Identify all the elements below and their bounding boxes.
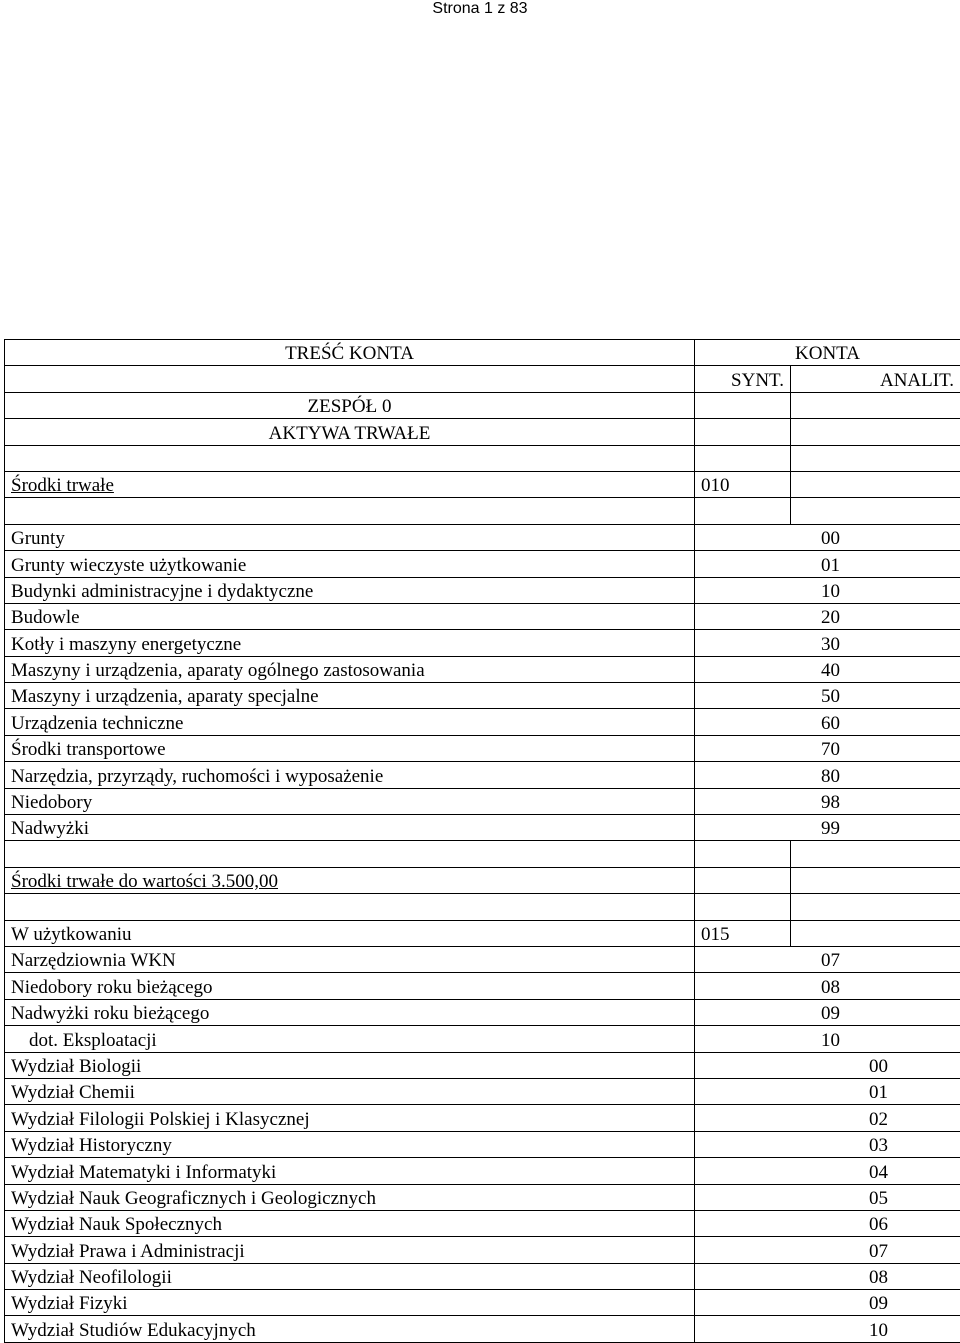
page-number: Strona 1 z 83: [0, 0, 960, 18]
account-code: 07: [869, 1241, 888, 1262]
section2-title: Środki trwałe do wartości 3.500,00: [11, 871, 278, 892]
account-code: 80: [821, 766, 840, 787]
account-name: Narzędzia, przyrządy, ruchomości i wyposażenie: [5, 762, 695, 788]
account-name: Wydział Studiów Edukacyjnych: [5, 1316, 695, 1342]
account-name: Budynki administracyjne i dydaktyczne: [5, 577, 695, 603]
spacer-row: [5, 445, 960, 471]
spacer-row: [5, 894, 960, 920]
account-code: 99: [821, 818, 840, 839]
account-name: Wydział Chemii: [5, 1078, 695, 1104]
account-name: Nadwyżki: [5, 815, 695, 841]
account-name: Wydział Biologii: [5, 1052, 695, 1078]
account-code: 02: [869, 1109, 888, 1130]
faculty-row: [5, 1105, 960, 1131]
section2-synt: 015: [695, 920, 791, 946]
account-name: Wydział Filologii Polskiej i Klasycznej: [5, 1105, 695, 1131]
account-code: 08: [821, 977, 840, 998]
account-code: 40: [821, 660, 840, 681]
account-row: [5, 551, 960, 577]
account-name: Maszyny i urządzenia, aparaty ogólnego zastosowania: [5, 656, 695, 682]
account-row: [5, 815, 960, 841]
account-name: Budowle: [5, 603, 695, 629]
account-name: Wydział Nauk Geograficznych i Geologicznych: [5, 1184, 695, 1210]
header-row: [5, 340, 960, 366]
account-row: [5, 946, 960, 972]
account-code: 50: [821, 686, 840, 707]
spacer-row: [5, 498, 960, 524]
account-code: 70: [821, 739, 840, 760]
account-name: dot. Eksploatacji: [5, 1026, 695, 1052]
group-row: [5, 392, 960, 418]
account-name: Wydział Fizyki: [5, 1290, 695, 1316]
account-code: 20: [821, 607, 840, 628]
group-label: ZESPÓŁ 0: [5, 392, 695, 418]
account-row: [5, 762, 960, 788]
section2-title-row: [5, 867, 960, 893]
analit-header: ANALIT.: [791, 366, 960, 392]
account-row: [5, 630, 960, 656]
account-name: Niedobory: [5, 788, 695, 814]
account-code: 09: [821, 1003, 840, 1024]
faculty-row: [5, 1237, 960, 1263]
account-row: [5, 524, 960, 550]
account-code: 01: [821, 555, 840, 576]
account-code: 07: [821, 950, 840, 971]
header-subrow: [5, 366, 960, 392]
account-row: [5, 973, 960, 999]
account-row: [5, 999, 960, 1025]
account-code: 04: [869, 1162, 888, 1183]
faculty-row: [5, 1316, 960, 1342]
account-name: Grunty: [5, 524, 695, 550]
faculty-row: [5, 1131, 960, 1157]
account-name: Niedobory roku bieżącego: [5, 973, 695, 999]
account-name: Grunty wieczyste użytkowanie: [5, 551, 695, 577]
accounts-table: [4, 339, 960, 1343]
account-code: 98: [821, 792, 840, 813]
faculty-row: [5, 1184, 960, 1210]
faculty-row: [5, 1158, 960, 1184]
account-row: [5, 683, 960, 709]
account-row: [5, 1026, 960, 1052]
account-name: Nadwyżki roku bieżącego: [5, 999, 695, 1025]
account-code: 03: [869, 1135, 888, 1156]
account-code: 30: [821, 634, 840, 655]
section1-title-row: [5, 471, 960, 497]
group-title-row: [5, 419, 960, 445]
account-row: [5, 709, 960, 735]
section1-title: Środki trwałe: [11, 475, 114, 496]
spacer-row: [5, 841, 960, 867]
account-code: 08: [869, 1267, 888, 1288]
section1-synt: 010: [695, 471, 791, 497]
faculty-row: [5, 1263, 960, 1289]
account-code: 10: [821, 581, 840, 602]
group-title: AKTYWA TRWAŁE: [5, 419, 695, 445]
account-code: 05: [869, 1188, 888, 1209]
accounts-header: KONTA: [695, 340, 960, 366]
faculty-row: [5, 1078, 960, 1104]
account-name: Maszyny i urządzenia, aparaty specjalne: [5, 683, 695, 709]
account-code: 00: [869, 1056, 888, 1077]
content-header: TREŚĆ KONTA: [5, 340, 695, 366]
account-row: [5, 603, 960, 629]
account-name: Wydział Prawa i Administracji: [5, 1237, 695, 1263]
account-name: Wydział Historyczny: [5, 1131, 695, 1157]
account-code: 00: [821, 528, 840, 549]
account-code: 10: [869, 1320, 888, 1341]
section2-subtitle-row: [5, 920, 960, 946]
account-name: Środki transportowe: [5, 735, 695, 761]
account-row: [5, 577, 960, 603]
account-code: 09: [869, 1293, 888, 1314]
account-name: Wydział Matematyki i Informatyki: [5, 1158, 695, 1184]
account-code: 10: [821, 1030, 840, 1051]
account-name: Kotły i maszyny energetyczne: [5, 630, 695, 656]
account-row: [5, 788, 960, 814]
account-name: Narzędziownia WKN: [5, 946, 695, 972]
account-code: 06: [869, 1214, 888, 1235]
section2-subtitle: W użytkowaniu: [5, 920, 695, 946]
account-name: Wydział Nauk Społecznych: [5, 1210, 695, 1236]
account-row: [5, 656, 960, 682]
faculty-row: [5, 1052, 960, 1078]
account-row: [5, 735, 960, 761]
account-code: 60: [821, 713, 840, 734]
account-code: 01: [869, 1082, 888, 1103]
faculty-row: [5, 1210, 960, 1236]
account-name: Wydział Neofilologii: [5, 1263, 695, 1289]
account-name: Urządzenia techniczne: [5, 709, 695, 735]
synt-header: SYNT.: [695, 366, 791, 392]
